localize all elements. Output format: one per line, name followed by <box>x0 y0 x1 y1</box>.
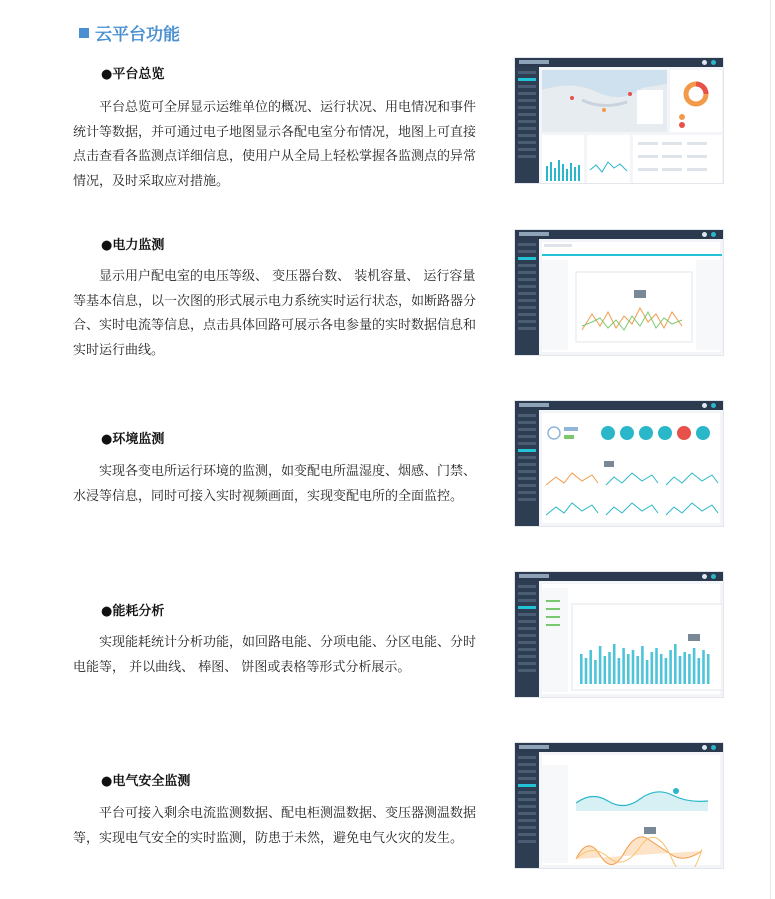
screenshot-sidebar <box>515 410 539 526</box>
screenshot-power <box>514 229 724 356</box>
right-divider <box>770 0 771 899</box>
item-title-overview: ●平台总览 <box>101 67 165 82</box>
item-title-power: ●电力监测 <box>101 238 165 253</box>
item-text-power: 显示用户配电室的电压等级、 变压器台数、 装机容量、 运行容量等基本信息，以一次图的形式展示电力系统实时运行状态，如断路器分合、实时电流等信息，点击具体回路可展示各电参量的实时数据信息和实时运行曲线。 <box>73 269 477 358</box>
screenshot-electrical-safety <box>514 742 724 869</box>
square-bullet-icon <box>79 28 89 38</box>
section-title: 云平台功能 <box>95 25 180 45</box>
screenshot-energy <box>514 571 724 698</box>
screenshot-overview <box>514 57 724 184</box>
screenshot-sidebar <box>515 239 539 355</box>
screenshot-sidebar <box>515 752 539 868</box>
item-title-energy: ●能耗分析 <box>101 604 165 619</box>
item-title-electrical-safety: ●电气安全监测 <box>101 774 191 789</box>
item-text-energy: 实现能耗统计分析功能，如回路电能、分项电能、分区电能、分时电能等， 并以曲线、 棒图、 饼图或表格等形式分析展示。 <box>73 635 477 675</box>
item-text-environment: 实现各变电所运行环境的监测，如变配电所温湿度、烟感、门禁、水浸等信息，同时可接入实时视频画面，实现变配电所的全面监控。 <box>73 464 477 504</box>
section-heading <box>79 20 180 45</box>
item-text-electrical-safety: 平台可接入剩余电流监测数据、配电柜测温数据、变压器测温数据等，实现电气安全的实时监测，防患于未然，避免电气火灾的发生。 <box>73 806 477 846</box>
screenshot-sidebar <box>515 67 539 183</box>
screenshot-sidebar <box>515 581 539 697</box>
item-text-overview: 平台总览可全屏显示运维单位的概况、运行状况、用电情况和事件统计等数据，并可通过电子地图显示各配电室分布情况，地图上可直接点击查看各监测点详细信息，使用户从全局上轻松掌握各监测点的异常情况，及时采取应对措施。 <box>73 100 477 189</box>
screenshot-environment <box>514 400 724 527</box>
item-title-environment: ●环境监测 <box>101 432 165 447</box>
